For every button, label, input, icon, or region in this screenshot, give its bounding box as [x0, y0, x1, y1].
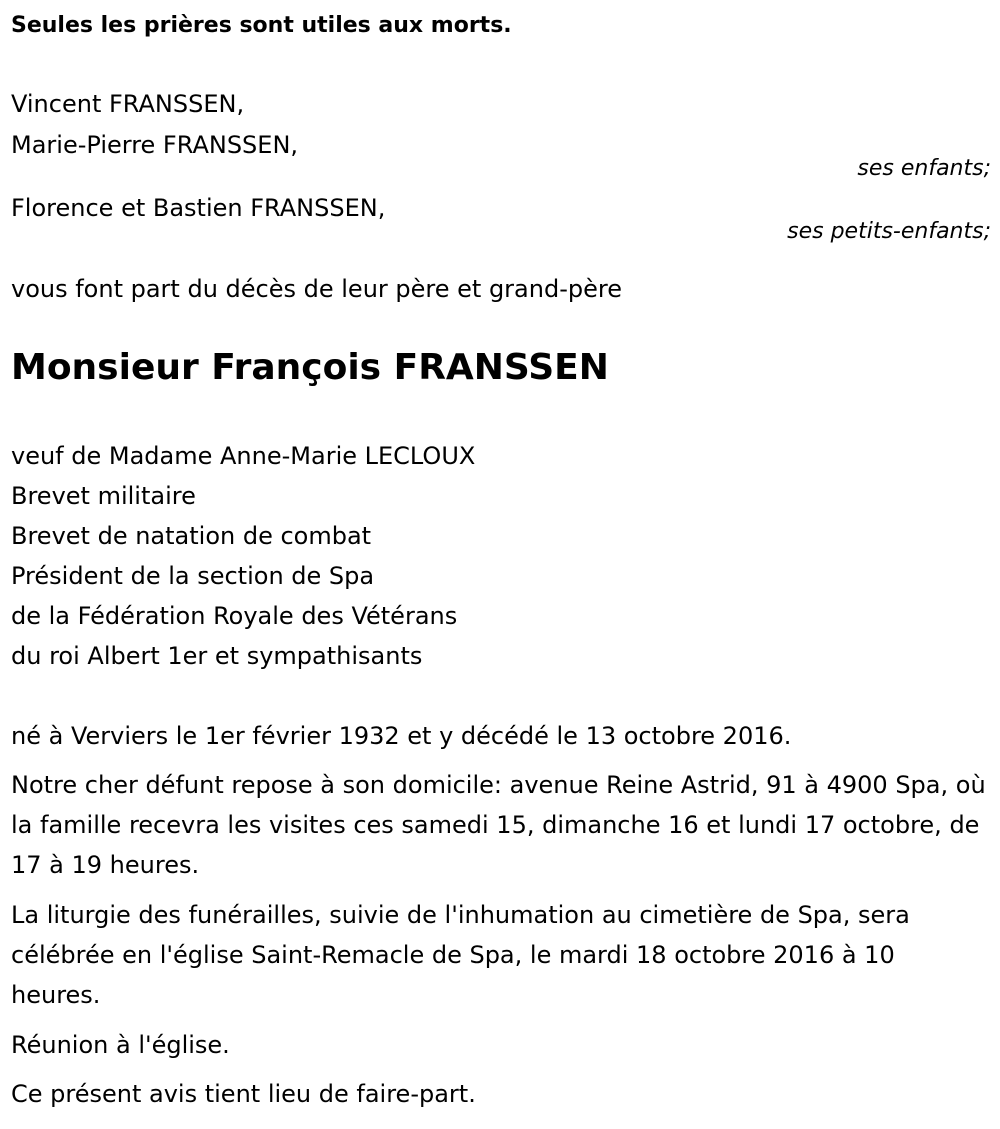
birth-death-dates: né à Verviers le 1er février 1932 et y décédé le 13 octobre 2016.: [11, 722, 792, 750]
title-line: de la Fédération Royale des Vétérans: [11, 602, 458, 630]
paragraph-visitation: Notre cher défunt repose à son domicile: avenue Reine Astrid, 91 à 4900 Spa, où la famille recevra les visites ces samedi 15, dimanche 16 et lundi 17 octobre, de 17 à 19 heures.: [11, 771, 986, 879]
title-line: veuf de Madame Anne-Marie LECLOUX: [11, 442, 476, 470]
title-line: Président de la section de Spa: [11, 562, 375, 590]
paragraph-notice: Ce présent avis tient lieu de faire-part.: [11, 1080, 476, 1108]
title-line: du roi Albert 1er et sympathisants: [11, 642, 423, 670]
child-name: Marie-Pierre FRANSSEN,: [11, 131, 299, 159]
paragraph-funeral: La liturgie des funérailles, suivie de l'inhumation au cimetière de Spa, sera célébrée en l'église Saint-Remacle de Spa, le mardi 18 octobre 2016 à 10 heures.: [11, 901, 910, 1009]
grandchildren-names: Florence et Bastien FRANSSEN,: [11, 194, 386, 222]
deceased-name: Monsieur François FRANSSEN: [11, 347, 609, 388]
motto: Seules les prières sont utiles aux morts.: [11, 13, 512, 38]
title-line: Brevet de natation de combat: [11, 522, 372, 550]
grandchildren-label: ses petits-enfants;: [787, 219, 991, 244]
announcement: vous font part du décès de leur père et grand-père: [11, 275, 622, 303]
title-line: Brevet militaire: [11, 482, 196, 510]
child-name: Vincent FRANSSEN,: [11, 90, 245, 118]
paragraph-meeting: Réunion à l'église.: [11, 1031, 230, 1059]
children-label: ses enfants;: [857, 156, 991, 181]
